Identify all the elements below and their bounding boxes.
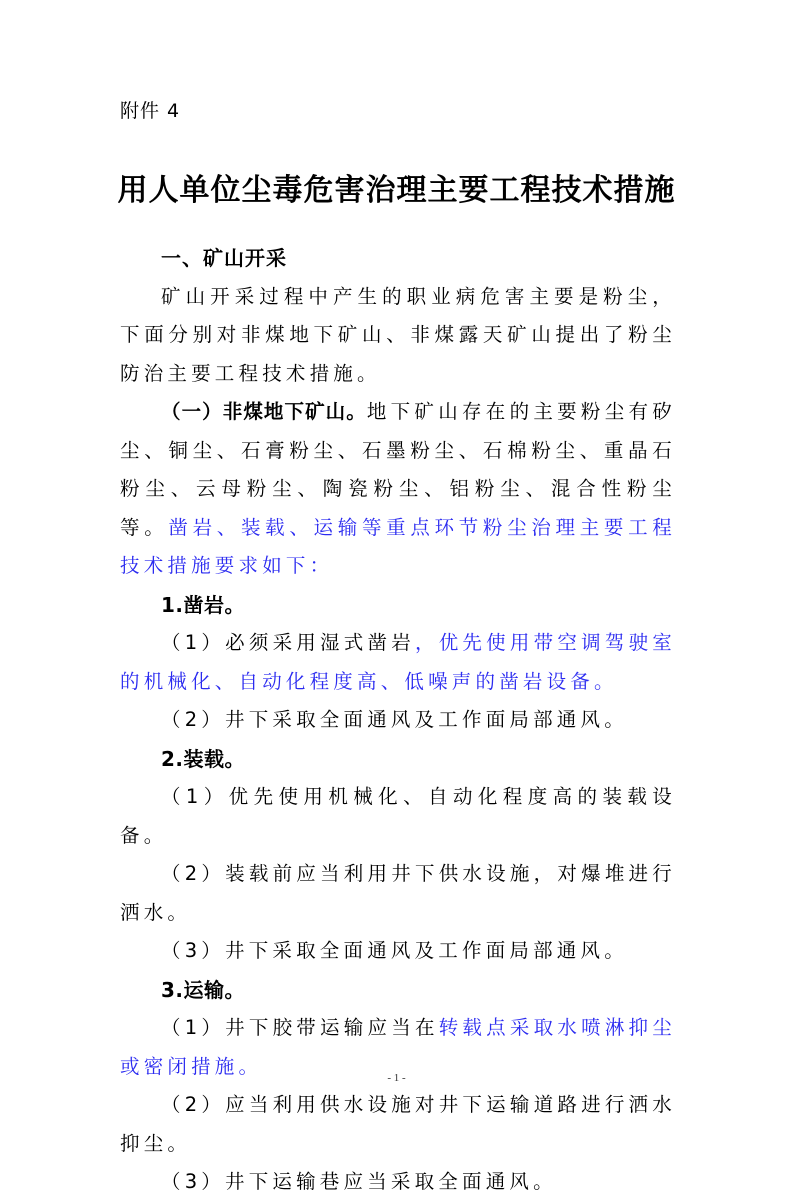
item-heading-loading: 2.装载。 (161, 746, 246, 771)
attachment-label: 附件 4 (120, 100, 181, 122)
item-heading-drilling: 1.凿岩。 (161, 592, 246, 617)
point-text: （2）井下采取全面通风及工作面局部通风。 (161, 708, 628, 731)
subsection-highlight: 凿岩、装载、运输等重点环节粉尘治理主要工程技术措施要求如下： (120, 515, 676, 577)
point-text: （2）应当利用供水设施对井下运输道路进行洒水抑尘。 (120, 1093, 676, 1155)
subsection-lead: （一）非煤地下矿山。 (161, 400, 367, 423)
loading-point-1 (120, 778, 676, 855)
subsection-text: 地下矿山存在的主要粉尘有矽尘、铜尘、石膏粉尘、石墨粉尘、石棉粉尘、重晶石粉尘、云母粉尘、陶瓷粉尘、铝粉尘、混合性粉尘等。 (120, 400, 676, 539)
point-text: （2）装载前应当利用井下供水设施，对爆堆进行洒水。 (120, 862, 676, 924)
drilling-point-1 (120, 624, 676, 701)
section-heading: 一、矿山开采 (161, 246, 287, 270)
transport-point-3 (120, 1163, 676, 1202)
item-heading-transport: 3.运输。 (161, 977, 246, 1002)
page-number: - 1 - (387, 1072, 406, 1084)
point-highlight: ，优先使用带空调驾驶室的机械化、自动化程度高、低噪声的凿岩设备。 (120, 631, 676, 693)
drilling-point-2 (120, 701, 676, 740)
subsection-paragraph (120, 393, 676, 586)
point-text: （3）井下运输巷应当采取全面通风。 (161, 1170, 557, 1193)
point-text: （3）井下采取全面通风及工作面局部通风。 (161, 939, 628, 962)
document-title: 用人单位尘毒危害治理主要工程技术措施 (117, 173, 676, 208)
point-text: （1）优先使用机械化、自动化程度高的装载设备。 (120, 785, 676, 847)
point-text: （1）必须采用湿式凿岩 (161, 631, 415, 654)
transport-point-2 (120, 1086, 676, 1163)
point-highlight: 转载点采取水喷淋抑尘或密闭措施。 (120, 1016, 676, 1078)
point-text: （1）井下胶带运输应当在 (161, 1016, 439, 1039)
loading-point-3 (120, 932, 676, 971)
document-body (120, 239, 676, 1202)
intro-paragraph: 矿山开采过程中产生的职业病危害主要是粉尘，下面分别对非煤地下矿山、非煤露天矿山提出了粉尘防治主要工程技术措施。 (120, 284, 676, 385)
loading-point-2 (120, 855, 676, 932)
